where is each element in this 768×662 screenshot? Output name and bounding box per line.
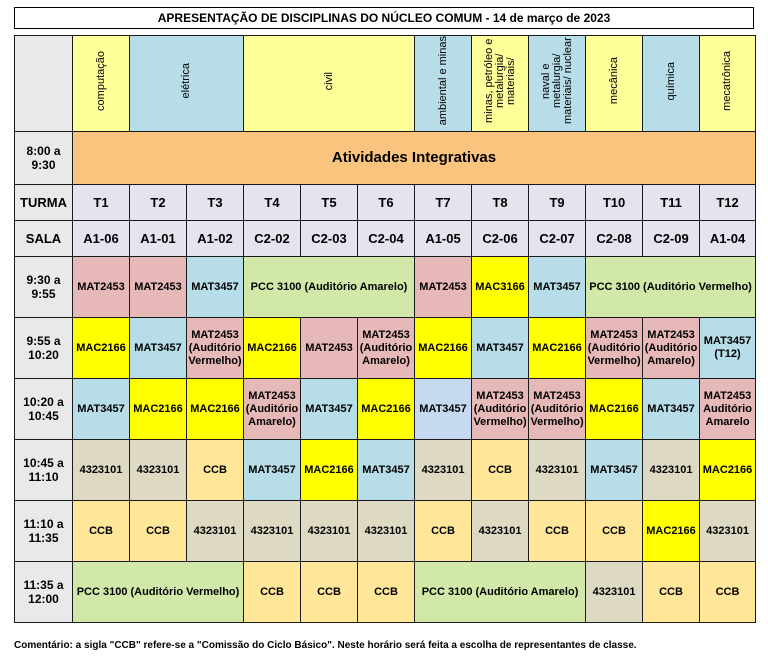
turma-cell: T3 [187, 185, 244, 221]
course-header: elétrica [130, 36, 244, 132]
schedule-cell: MAT2453 Auditório Amarelo [700, 379, 756, 440]
time-cell: 10:20 a 10:45 [15, 379, 73, 440]
slot-row [15, 257, 756, 318]
schedule-cell: MAT3457 [244, 440, 301, 501]
schedule-cell: PCC 3100 (Auditório Amarelo) [244, 257, 415, 318]
turma-cell: T4 [244, 185, 301, 221]
sala-cell: C2-06 [472, 221, 529, 257]
schedule-cell: MAT2453 (Auditório Amarelo) [643, 318, 700, 379]
schedule-cell: 4323101 [472, 501, 529, 562]
schedule-cell: MAT2453 (Auditório Amarelo) [244, 379, 301, 440]
schedule-cell: CCB [643, 562, 700, 623]
schedule-cell: MAT3457 (T12) [700, 318, 756, 379]
schedule-cell: MAC2166 [130, 379, 187, 440]
schedule-cell: 4323101 [358, 501, 415, 562]
course-header: naval e metalurgia/ materiais/ nuclear [529, 36, 586, 132]
schedule-cell: MAC2166 [358, 379, 415, 440]
activities-row [15, 132, 756, 185]
schedule-cell: MAC3166 [472, 257, 529, 318]
turma-cell: T8 [472, 185, 529, 221]
schedule-cell: 4323101 [529, 440, 586, 501]
schedule-cell: MAT3457 [529, 257, 586, 318]
time-cell: 9:55 a 10:20 [15, 318, 73, 379]
sala-cell: A1-02 [187, 221, 244, 257]
schedule-cell: CCB [358, 562, 415, 623]
sala-cell: C2-02 [244, 221, 301, 257]
sala-cell: C2-08 [586, 221, 643, 257]
sala-cell: A1-04 [700, 221, 756, 257]
turma-cell: T1 [73, 185, 130, 221]
schedule-cell: MAT3457 [472, 318, 529, 379]
schedule-cell: MAC2166 [529, 318, 586, 379]
time-cell: 11:35 a 12:00 [15, 562, 73, 623]
schedule-cell: 4323101 [187, 501, 244, 562]
sala-cell: C2-07 [529, 221, 586, 257]
schedule-cell: MAC2166 [73, 318, 130, 379]
schedule-cell: MAT2453 (Auditório Vermelho) [187, 318, 244, 379]
slot-row [15, 318, 756, 379]
schedule-cell: MAT2453 [301, 318, 358, 379]
schedule-cell: 4323101 [73, 440, 130, 501]
schedule-cell: MAT3457 [73, 379, 130, 440]
activities-cell: Atividades Integrativas [73, 132, 756, 185]
schedule-cell: CCB [301, 562, 358, 623]
schedule-cell: MAC2166 [586, 379, 643, 440]
schedule-cell: PCC 3100 (Auditório Vermelho) [586, 257, 756, 318]
time-cell: 10:45 a 11:10 [15, 440, 73, 501]
schedule-cell: MAT3457 [358, 440, 415, 501]
schedule-cell: MAC2166 [244, 318, 301, 379]
turma-cell: T10 [586, 185, 643, 221]
schedule-cell: 4323101 [130, 440, 187, 501]
schedule-cell: CCB [73, 501, 130, 562]
schedule-cell: 4323101 [643, 440, 700, 501]
schedule-cell: CCB [700, 562, 756, 623]
schedule-table [14, 35, 756, 623]
schedule-cell: CCB [130, 501, 187, 562]
schedule-cell: MAT2453 (Auditório Amarelo) [358, 318, 415, 379]
schedule-cell: MAC2166 [187, 379, 244, 440]
turma-row [15, 185, 756, 221]
course-header: química [643, 36, 700, 132]
sala-cell: C2-03 [301, 221, 358, 257]
sala-row [15, 221, 756, 257]
schedule-cell: MAT3457 [301, 379, 358, 440]
schedule-cell: MAT2453 [415, 257, 472, 318]
turma-label: TURMA [15, 185, 73, 221]
schedule-cell: MAC2166 [415, 318, 472, 379]
schedule-cell: MAT2453 (Auditório Vermelho) [472, 379, 529, 440]
sala-cell: A1-06 [73, 221, 130, 257]
turma-cell: T7 [415, 185, 472, 221]
slot-row [15, 379, 756, 440]
turma-cell: T12 [700, 185, 756, 221]
schedule-cell: CCB [472, 440, 529, 501]
schedule-cell: MAT2453 (Auditório Vermelho) [586, 318, 643, 379]
schedule-cell: MAT3457 [187, 257, 244, 318]
schedule-cell: MAT3457 [586, 440, 643, 501]
turma-cell: T6 [358, 185, 415, 221]
course-header: computação [73, 36, 130, 132]
course-header-row [15, 36, 756, 132]
schedule-cell: CCB [586, 501, 643, 562]
schedule-cell: 4323101 [244, 501, 301, 562]
schedule-cell: MAT3457 [415, 379, 472, 440]
course-header: civil [244, 36, 415, 132]
sala-label: SALA [15, 221, 73, 257]
schedule-cell: MAC2166 [643, 501, 700, 562]
page-title: APRESENTAÇÃO DE DISCIPLINAS DO NÚCLEO COMUM - 14 de março de 2023 [14, 7, 754, 29]
time-cell: 8:00 a 9:30 [15, 132, 73, 185]
time-cell: 11:10 a 11:35 [15, 501, 73, 562]
schedule-cell: MAT3457 [643, 379, 700, 440]
schedule-cell: MAC2166 [301, 440, 358, 501]
schedule-cell: CCB [529, 501, 586, 562]
footnote-comment: Comentário: a sigla "CCB" refere-se a "Comissão do Ciclo Básico". Neste horário será feita a escolha de representantes de classe. [14, 640, 637, 651]
schedule-cell: PCC 3100 (Auditório Amarelo) [415, 562, 586, 623]
course-header: ambiental e minas [415, 36, 472, 132]
slot-row [15, 440, 756, 501]
turma-cell: T11 [643, 185, 700, 221]
schedule-cell: MAT2453 [73, 257, 130, 318]
schedule-cell: MAT2453 (Auditório Vermelho) [529, 379, 586, 440]
slot-row [15, 501, 756, 562]
schedule-cell: CCB [244, 562, 301, 623]
schedule-cell: MAT3457 [130, 318, 187, 379]
turma-cell: T9 [529, 185, 586, 221]
schedule-cell: 4323101 [586, 562, 643, 623]
schedule-cell: 4323101 [301, 501, 358, 562]
course-header: minas, petróleo e metalurgia/ materiais/ [472, 36, 529, 132]
sala-cell: A1-05 [415, 221, 472, 257]
slot-row [15, 562, 756, 623]
schedule-cell: MAC2166 [700, 440, 756, 501]
course-header: mecatrônica [700, 36, 756, 132]
sala-cell: C2-09 [643, 221, 700, 257]
schedule-cell: PCC 3100 (Auditório Vermelho) [73, 562, 244, 623]
time-cell: 9:30 a 9:55 [15, 257, 73, 318]
turma-cell: T5 [301, 185, 358, 221]
schedule-cell: MAT2453 [130, 257, 187, 318]
turma-cell: T2 [130, 185, 187, 221]
sala-cell: C2-04 [358, 221, 415, 257]
sala-cell: A1-01 [130, 221, 187, 257]
schedule-cell: CCB [187, 440, 244, 501]
course-header: mecânica [586, 36, 643, 132]
schedule-cell: 4323101 [700, 501, 756, 562]
schedule-cell: 4323101 [415, 440, 472, 501]
schedule-cell: CCB [415, 501, 472, 562]
header-corner [15, 36, 73, 132]
